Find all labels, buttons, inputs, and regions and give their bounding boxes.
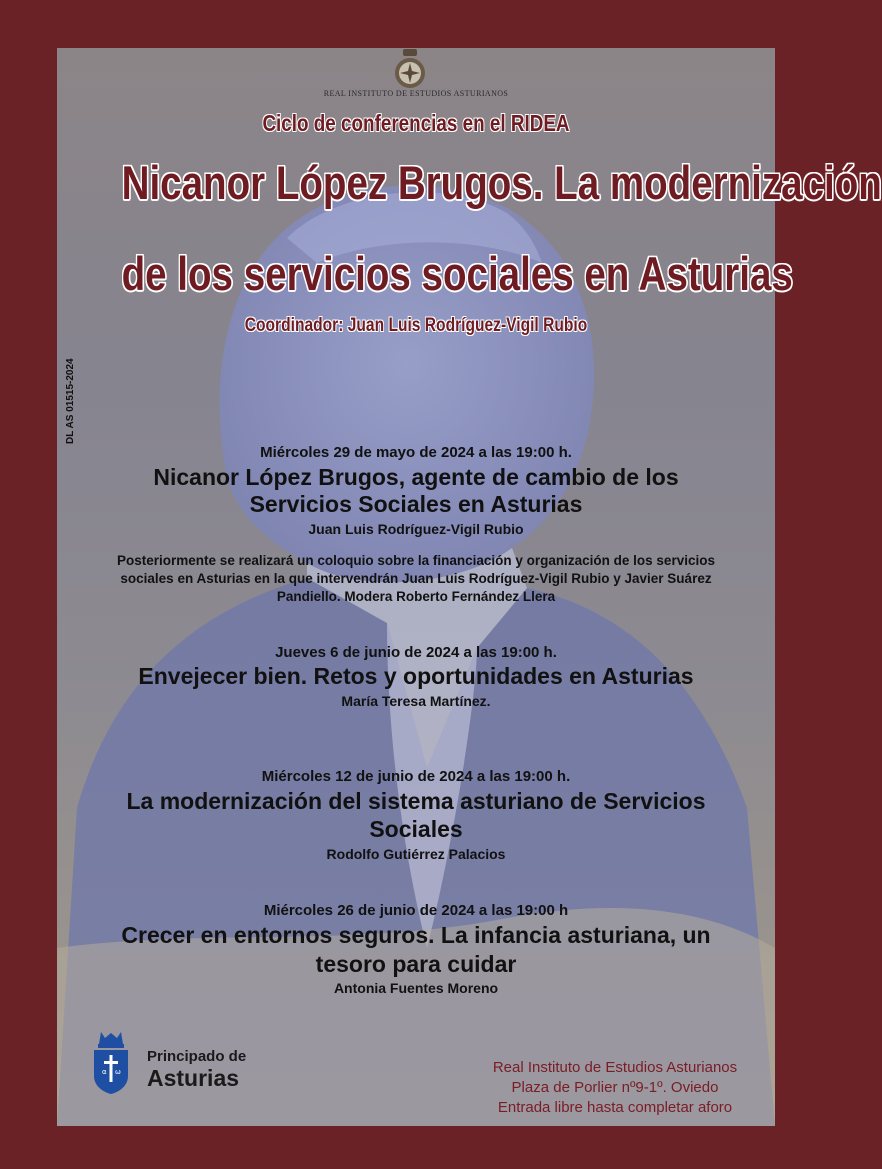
session-2-title-line-1: Envejecer bien. Retos y oportunidades en Asturias (138, 663, 694, 689)
venue-info (457, 1058, 773, 1118)
session-3-title-line-2: Sociales (369, 816, 463, 842)
ridea-crest-icon (391, 48, 429, 92)
svg-text:ω: ω (115, 1068, 121, 1076)
session-1-title-line-2: Servicios Sociales en Asturias (249, 491, 583, 517)
principado-de-asturias-logo (91, 1030, 291, 1100)
legal-deposit: DL AS 01515-2024 (65, 358, 76, 444)
session-1-date: Miércoles 29 de mayo de 2024 a las 19:00 h. (260, 444, 572, 461)
main-title-line-1: Nicanor López Brugos. La modernización (121, 156, 882, 209)
venue-line-1: Real Instituto de Estudios Asturianos (492, 1059, 738, 1076)
session-4-date: Miércoles 26 de junio de 2024 a las 19:00 h (263, 902, 569, 919)
venue-line-3: Entrada libre hasta completar aforo (497, 1099, 733, 1116)
session-1-note-line-2: sociales en Asturias en la que intervendrán Juan Luis Rodríguez-Vigil Rubio y Javier Suárez (120, 571, 712, 586)
session-4-speaker: Antonia Fuentes Moreno (333, 980, 499, 996)
session-2-speaker: María Teresa Martínez. (341, 693, 491, 709)
svg-text:α: α (102, 1068, 107, 1076)
session-1-title-line-1: Nicanor López Brugos, agente de cambio de los (153, 464, 679, 490)
session-2-date: Jueves 6 de junio de 2024 a las 19:00 h. (275, 644, 557, 661)
logo-text-line-1: Principado de (147, 1048, 247, 1065)
venue-line-2: Plaza de Porlier nº9-1º. Oviedo (511, 1079, 719, 1096)
session-3-title-line-1: La modernización del sistema asturiano de Servicios (126, 788, 706, 814)
session-3-date: Miércoles 12 de junio de 2024 a las 19:00 h. (261, 768, 571, 785)
session-4-title-line-1: Crecer en entornos seguros. La infancia asturiana, un (121, 922, 711, 948)
poster (57, 48, 882, 1126)
session-4-title-line-2: tesoro para cuidar (315, 951, 517, 977)
asturias-shield-icon (91, 1030, 131, 1096)
session-1-note-line-1: Posteriormente se realizará un coloquio sobre la financiación y organización de los servicios (117, 553, 715, 568)
coordinator: Coordinador: Juan Luis Rodríguez-Vigil Rubio (244, 315, 588, 336)
series-title: Ciclo de conferencias en el RIDEA (262, 110, 570, 136)
institute-name: REAL INSTITUTO DE ESTUDIOS ASTURIANOS (323, 89, 509, 98)
session-1-speaker: Juan Luis Rodríguez-Vigil Rubio (308, 521, 524, 537)
logo-text-line-2: Asturias (147, 1065, 240, 1091)
session-3-speaker: Rodolfo Gutiérrez Palacios (326, 846, 506, 862)
session-1-note-line-3: Pandiello. Modera Roberto Fernández Llera (276, 589, 556, 604)
main-title-line-2: de los servicios sociales en Asturias (121, 247, 793, 300)
